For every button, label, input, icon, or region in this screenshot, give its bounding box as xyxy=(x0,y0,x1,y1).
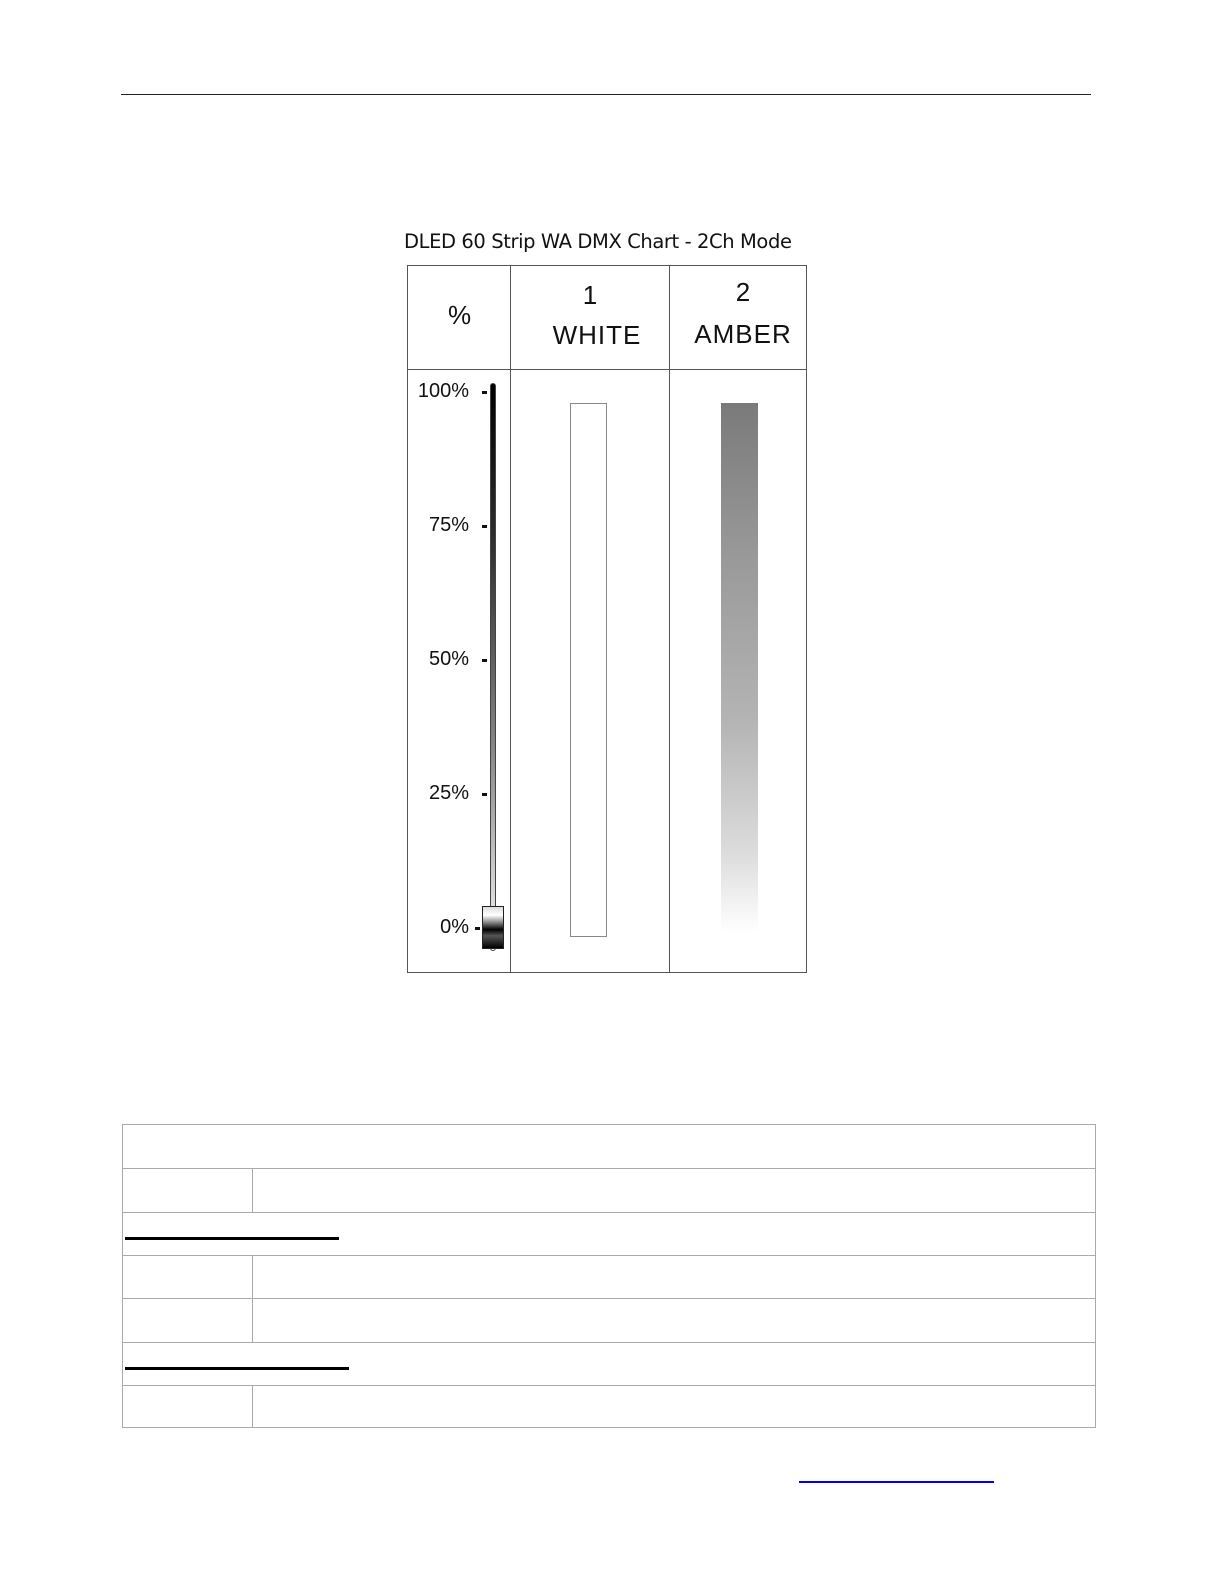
header-rule xyxy=(121,94,1091,95)
scale-label-75: 75% xyxy=(428,514,469,536)
channel-2-name: AMBER xyxy=(694,319,792,349)
table-row-divider xyxy=(123,1212,1095,1213)
footer-link[interactable] xyxy=(799,1481,994,1483)
channel-2-number: 2 xyxy=(735,277,751,307)
table-row-divider xyxy=(123,1342,1095,1343)
scale-tick xyxy=(482,659,487,662)
dmx-chart-table xyxy=(407,265,807,973)
table-row-divider xyxy=(123,1255,1095,1256)
scale-label-100: 100% xyxy=(417,380,469,402)
scale-label-0: 0% xyxy=(440,916,469,938)
percent-column-header: % xyxy=(447,300,472,330)
fader-track xyxy=(490,383,496,951)
table-row-divider xyxy=(123,1298,1095,1299)
amber-channel-bar xyxy=(721,403,758,933)
table-cell-divider xyxy=(252,1168,253,1212)
info-table xyxy=(122,1124,1096,1428)
fader-knob xyxy=(482,906,504,949)
table-cell-divider xyxy=(252,1385,253,1428)
header-row-divider xyxy=(408,369,806,370)
scale-tick xyxy=(475,927,480,930)
scale-label-50: 50% xyxy=(428,648,469,670)
table-row-divider xyxy=(123,1385,1095,1386)
chart-title: DLED 60 Strip WA DMX Chart - 2Ch Mode xyxy=(404,230,792,253)
scale-tick xyxy=(482,525,487,528)
channel-1-number: 1 xyxy=(582,280,598,310)
channel-1-name: WHITE xyxy=(552,320,642,350)
scale-tick xyxy=(482,793,487,796)
table-row-divider xyxy=(123,1168,1095,1169)
column-divider xyxy=(669,266,670,972)
section-heading-underline xyxy=(125,1367,349,1370)
section-heading-underline xyxy=(125,1237,339,1240)
scale-tick xyxy=(482,391,487,394)
column-divider xyxy=(510,266,511,972)
white-channel-bar xyxy=(570,403,607,937)
scale-label-25: 25% xyxy=(428,782,469,804)
